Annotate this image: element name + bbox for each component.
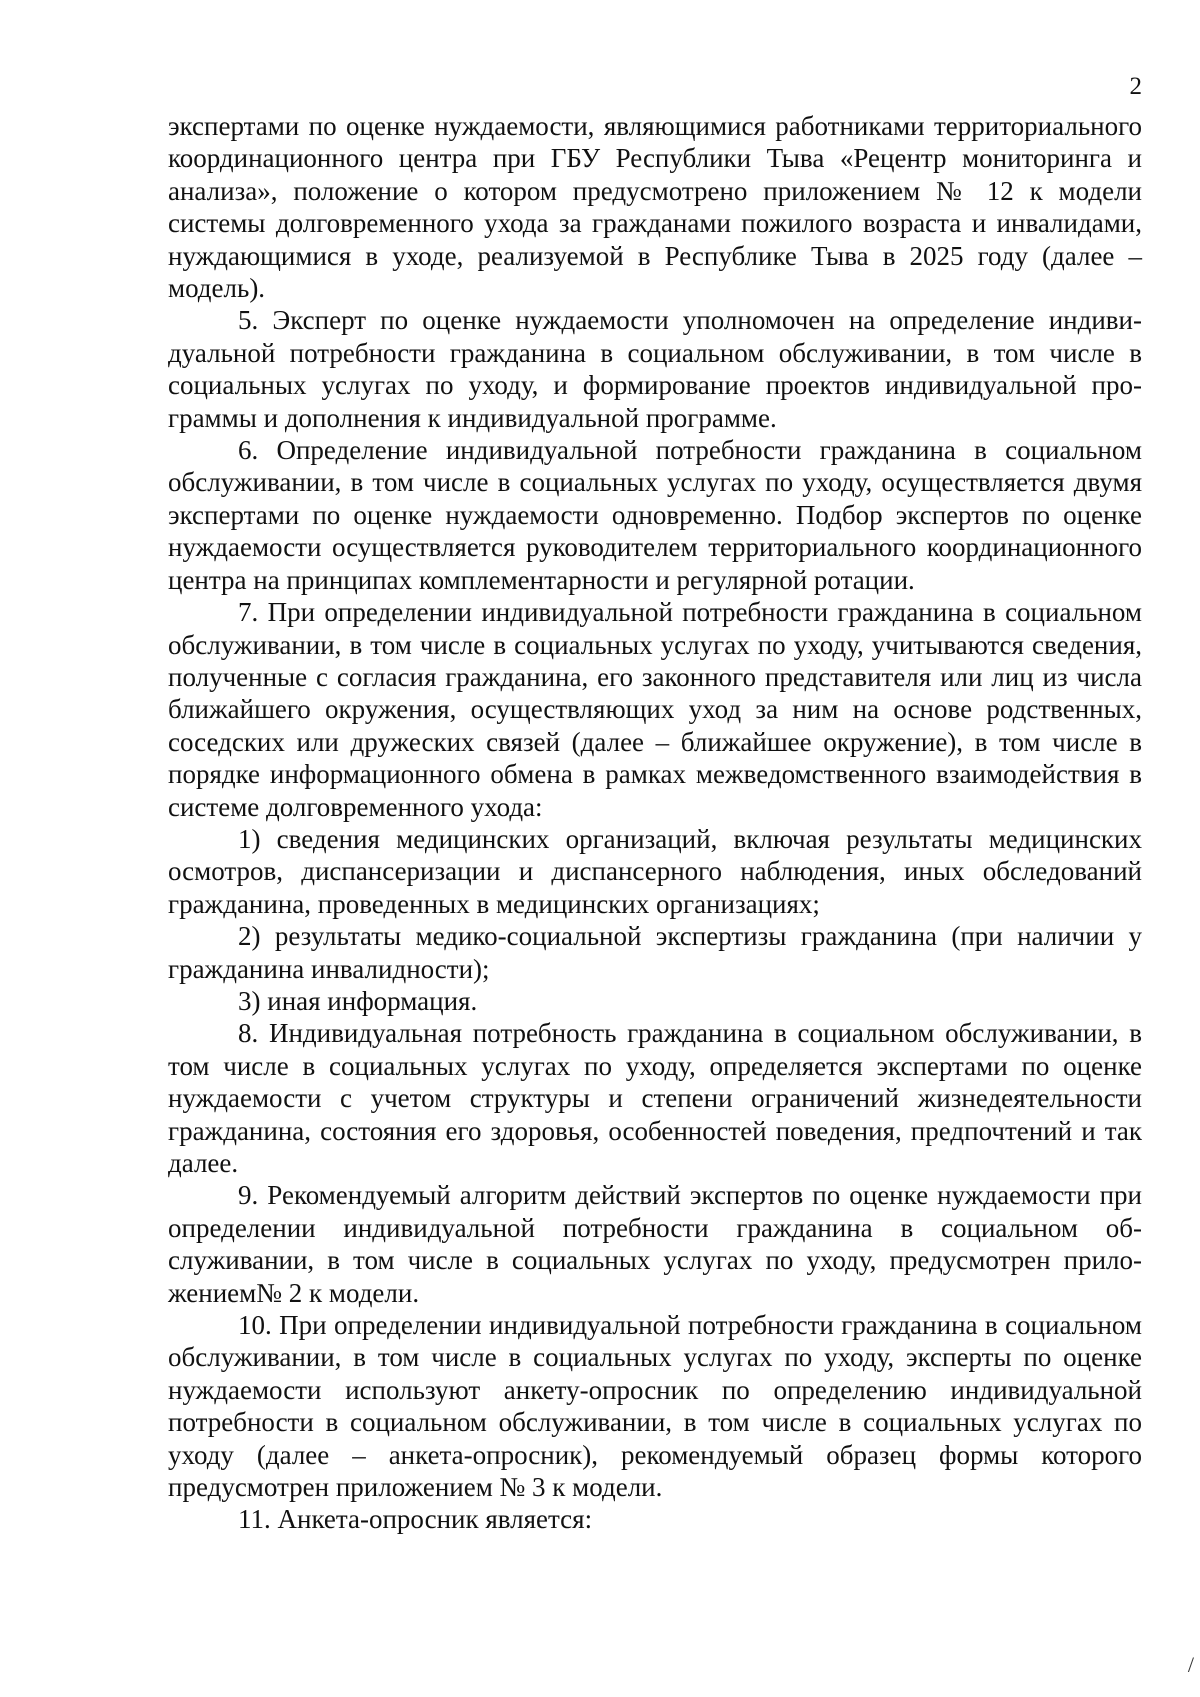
subitem-1: 1) сведения медицинских организаций, включая результаты медицинских осмотров, диспансеризации и диспансерного наблюдения, иных обследований гражданина, проведенных в медицинских организациях; bbox=[168, 823, 1142, 919]
subitem-3: 3) иная информация. bbox=[238, 985, 478, 1016]
edge-mark: / bbox=[1187, 1652, 1194, 1677]
paragraph-item-11: 11. Анкета-опросник является: bbox=[238, 1504, 593, 1535]
paragraph-item-6: 6. Определение индивидуальной потребности гражданина в социальном обслуживании, в том числе в социальных услугах по уходу, осуществляется двумя экспертами по оценке нуждаемости одновременно. Подбор экспертов по оценке нуждаемости осуществляется руководителем территориального координационного центра на принципах комплементарности и регулярной ротации. bbox=[168, 435, 1142, 595]
paragraph-continuation: экспертами по оценке нуждаемости, являющимися работниками территориального координационного центра при ГБУ Республики Тыва «Рецентр мониторинга и анализа», положение о котором предусмотрено приложением № 12 к модели системы долговременного ухода за гражданами пожилого возраста и инвалидами, нуждающимися в уходе, реализуемой в Республике Тыва в 2025 году (далее – модель). bbox=[168, 111, 1142, 304]
paragraph-item-9: 9. Рекомендуемый алгоритм действий экспертов по оценке нуждаемости при определении индивидуальной потребности гражданина в социальном обслуживании, в том числе в социальных услугах по уходу, предусмотрен приложением№ 2 к модели. bbox=[168, 1180, 1142, 1308]
paragraph-item-8: 8. Индивидуальная потребность гражданина в социальном обслуживании, в том числе в социальных услугах по уходу, определяется экспертами по оценке нуждаемости с учетом структуры и степени ограничений жизнедеятельности гражданина, состояния его здоровья, особенностей поведения, предпочтений и так далее. bbox=[168, 1018, 1142, 1178]
paragraph-item-10: 10. При определении индивидуальной потребности гражданина в социальном обслуживании, в том числе в социальных услугах по уходу, эксперты по оценке нуждаемости используют анкету-опросник по определению индивидуальной потребности в социальном обслуживании, в том числе в социальных услугах по уходу (далее – анкета-опросник), рекомендуемый образец формы которого предусмотрен приложением № 3 к модели. bbox=[168, 1310, 1142, 1503]
paragraph-item-7: 7. При определении индивидуальной потребности гражданина в социальном обслуживании, в том числе в социальных услугах по уходу, учитываются сведения, полученные с согласия гражданина, его законного представителя или лиц из числа ближайшего окружения, осуществляющих уход за ним на основе родственных, соседских или дружеских связей (далее – ближайшее окружение), в том числе в порядке информационного обмена в рамках межведомственного взаимодействия в системе долговременного ухода: bbox=[168, 597, 1142, 822]
page-number: 2 bbox=[1129, 73, 1142, 100]
document-body bbox=[168, 110, 1142, 1536]
paragraph-item-5: 5. Эксперт по оценке нуждаемости уполномочен на определение индивидуальной потребности гражданина в социальном обслуживании, в том числе в социальных услугах по уходу, и формирование проектов индивидуальной программы и дополнения к индивидуальной программе. bbox=[168, 305, 1142, 433]
subitem-2: 2) результаты медико-социальной экспертизы гражданина (при наличии у гражданина инвалидности); bbox=[168, 921, 1142, 984]
